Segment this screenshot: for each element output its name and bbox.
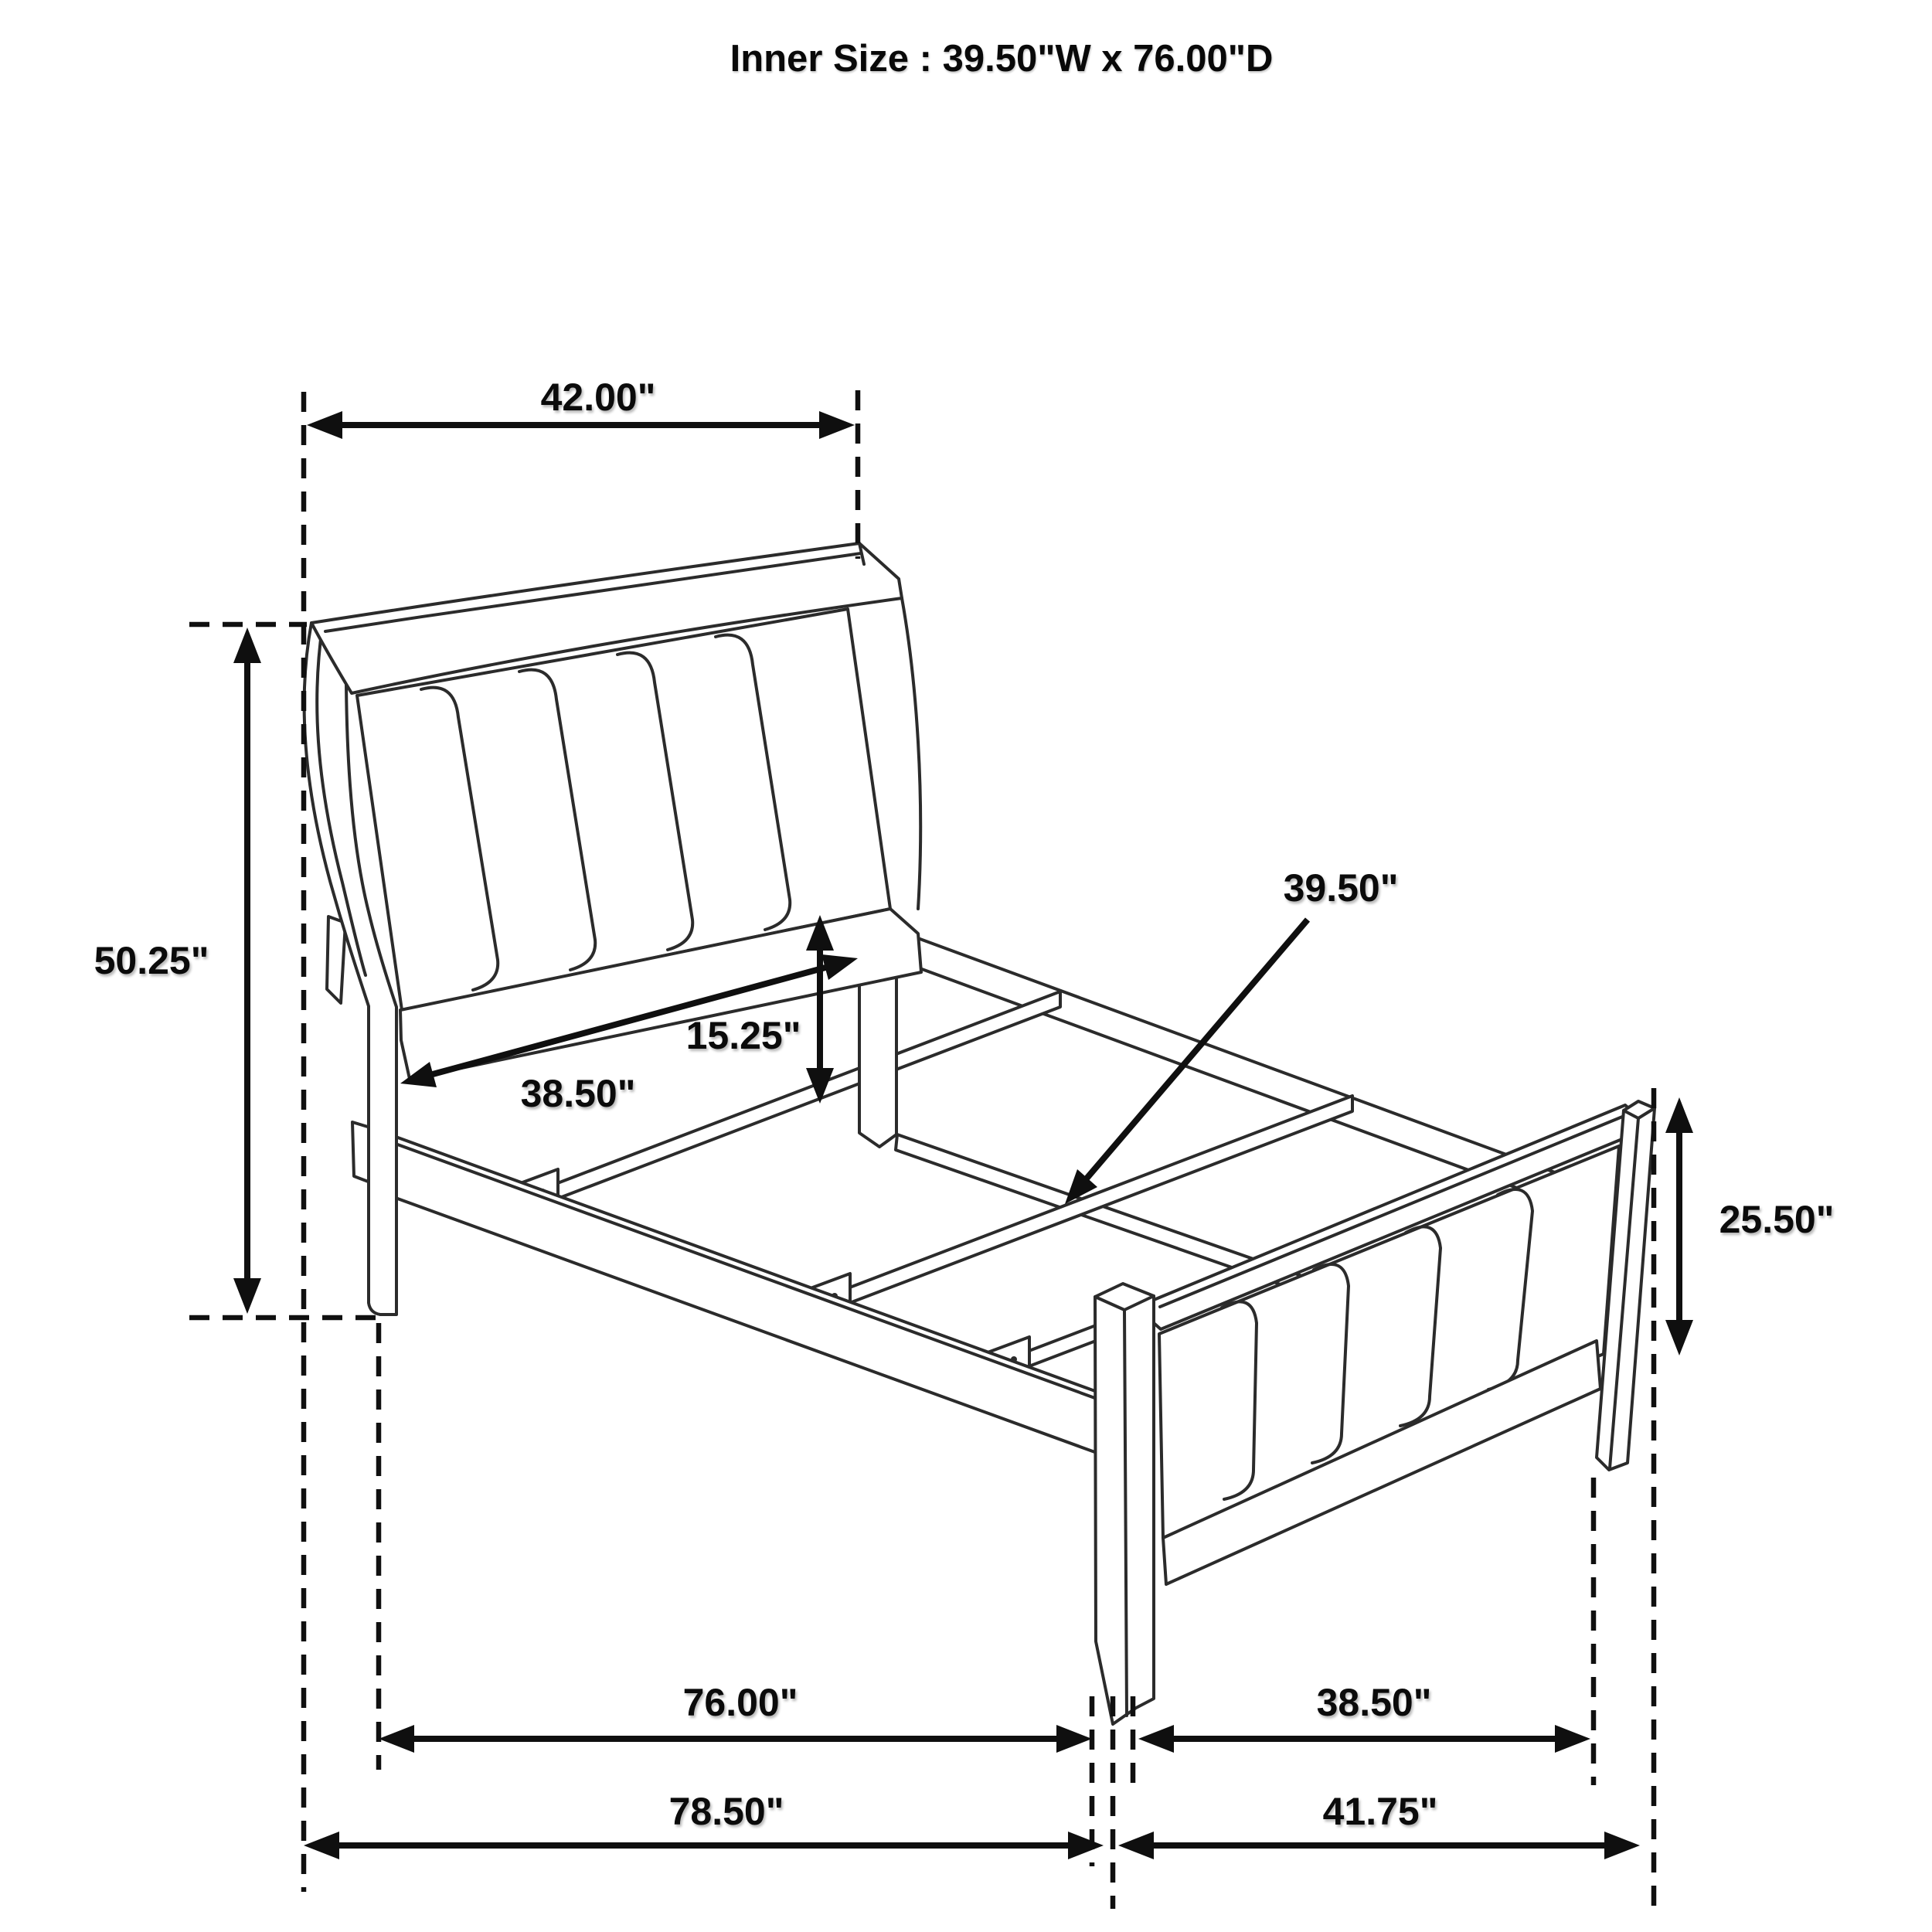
dim-label-headboard-width: 42.00" (540, 376, 656, 419)
dim-label-footboard-inner-width: 38.50" (1316, 1681, 1432, 1724)
dim-arrow-rail-clearance (806, 915, 834, 1104)
dim-label-slat-inner-width: 39.50" (1283, 866, 1399, 910)
footboard-left-post (1095, 1284, 1154, 1724)
headboard-right-leg (859, 968, 896, 1147)
bed-frame-drawing (304, 543, 1655, 1724)
dim-arrow-overall-width (1118, 1832, 1640, 1859)
dim-label-overall-width: 41.75" (1322, 1790, 1438, 1833)
dim-label-rail-clearance: 15.25" (685, 1014, 801, 1057)
page-title: Inner Size : 39.50"W x 76.00"D (730, 38, 1274, 80)
dim-label-inner-depth: 76.00" (682, 1681, 798, 1724)
footboard (1095, 1101, 1655, 1724)
dim-arrow-overall-depth (304, 1832, 1104, 1859)
dim-label-headboard-inner-width: 38.50" (520, 1072, 636, 1115)
dim-arrow-footboard-height (1665, 1097, 1693, 1355)
dim-arrow-headboard-height (233, 628, 261, 1314)
dim-label-footboard-height: 25.50" (1719, 1198, 1835, 1241)
dim-label-overall-depth: 78.50" (668, 1790, 784, 1833)
dim-label-headboard-height: 50.25" (94, 939, 209, 982)
dim-arrow-footboard-inner-width (1138, 1725, 1590, 1753)
dim-arrow-inner-depth (379, 1725, 1092, 1753)
headboard (304, 543, 921, 1315)
